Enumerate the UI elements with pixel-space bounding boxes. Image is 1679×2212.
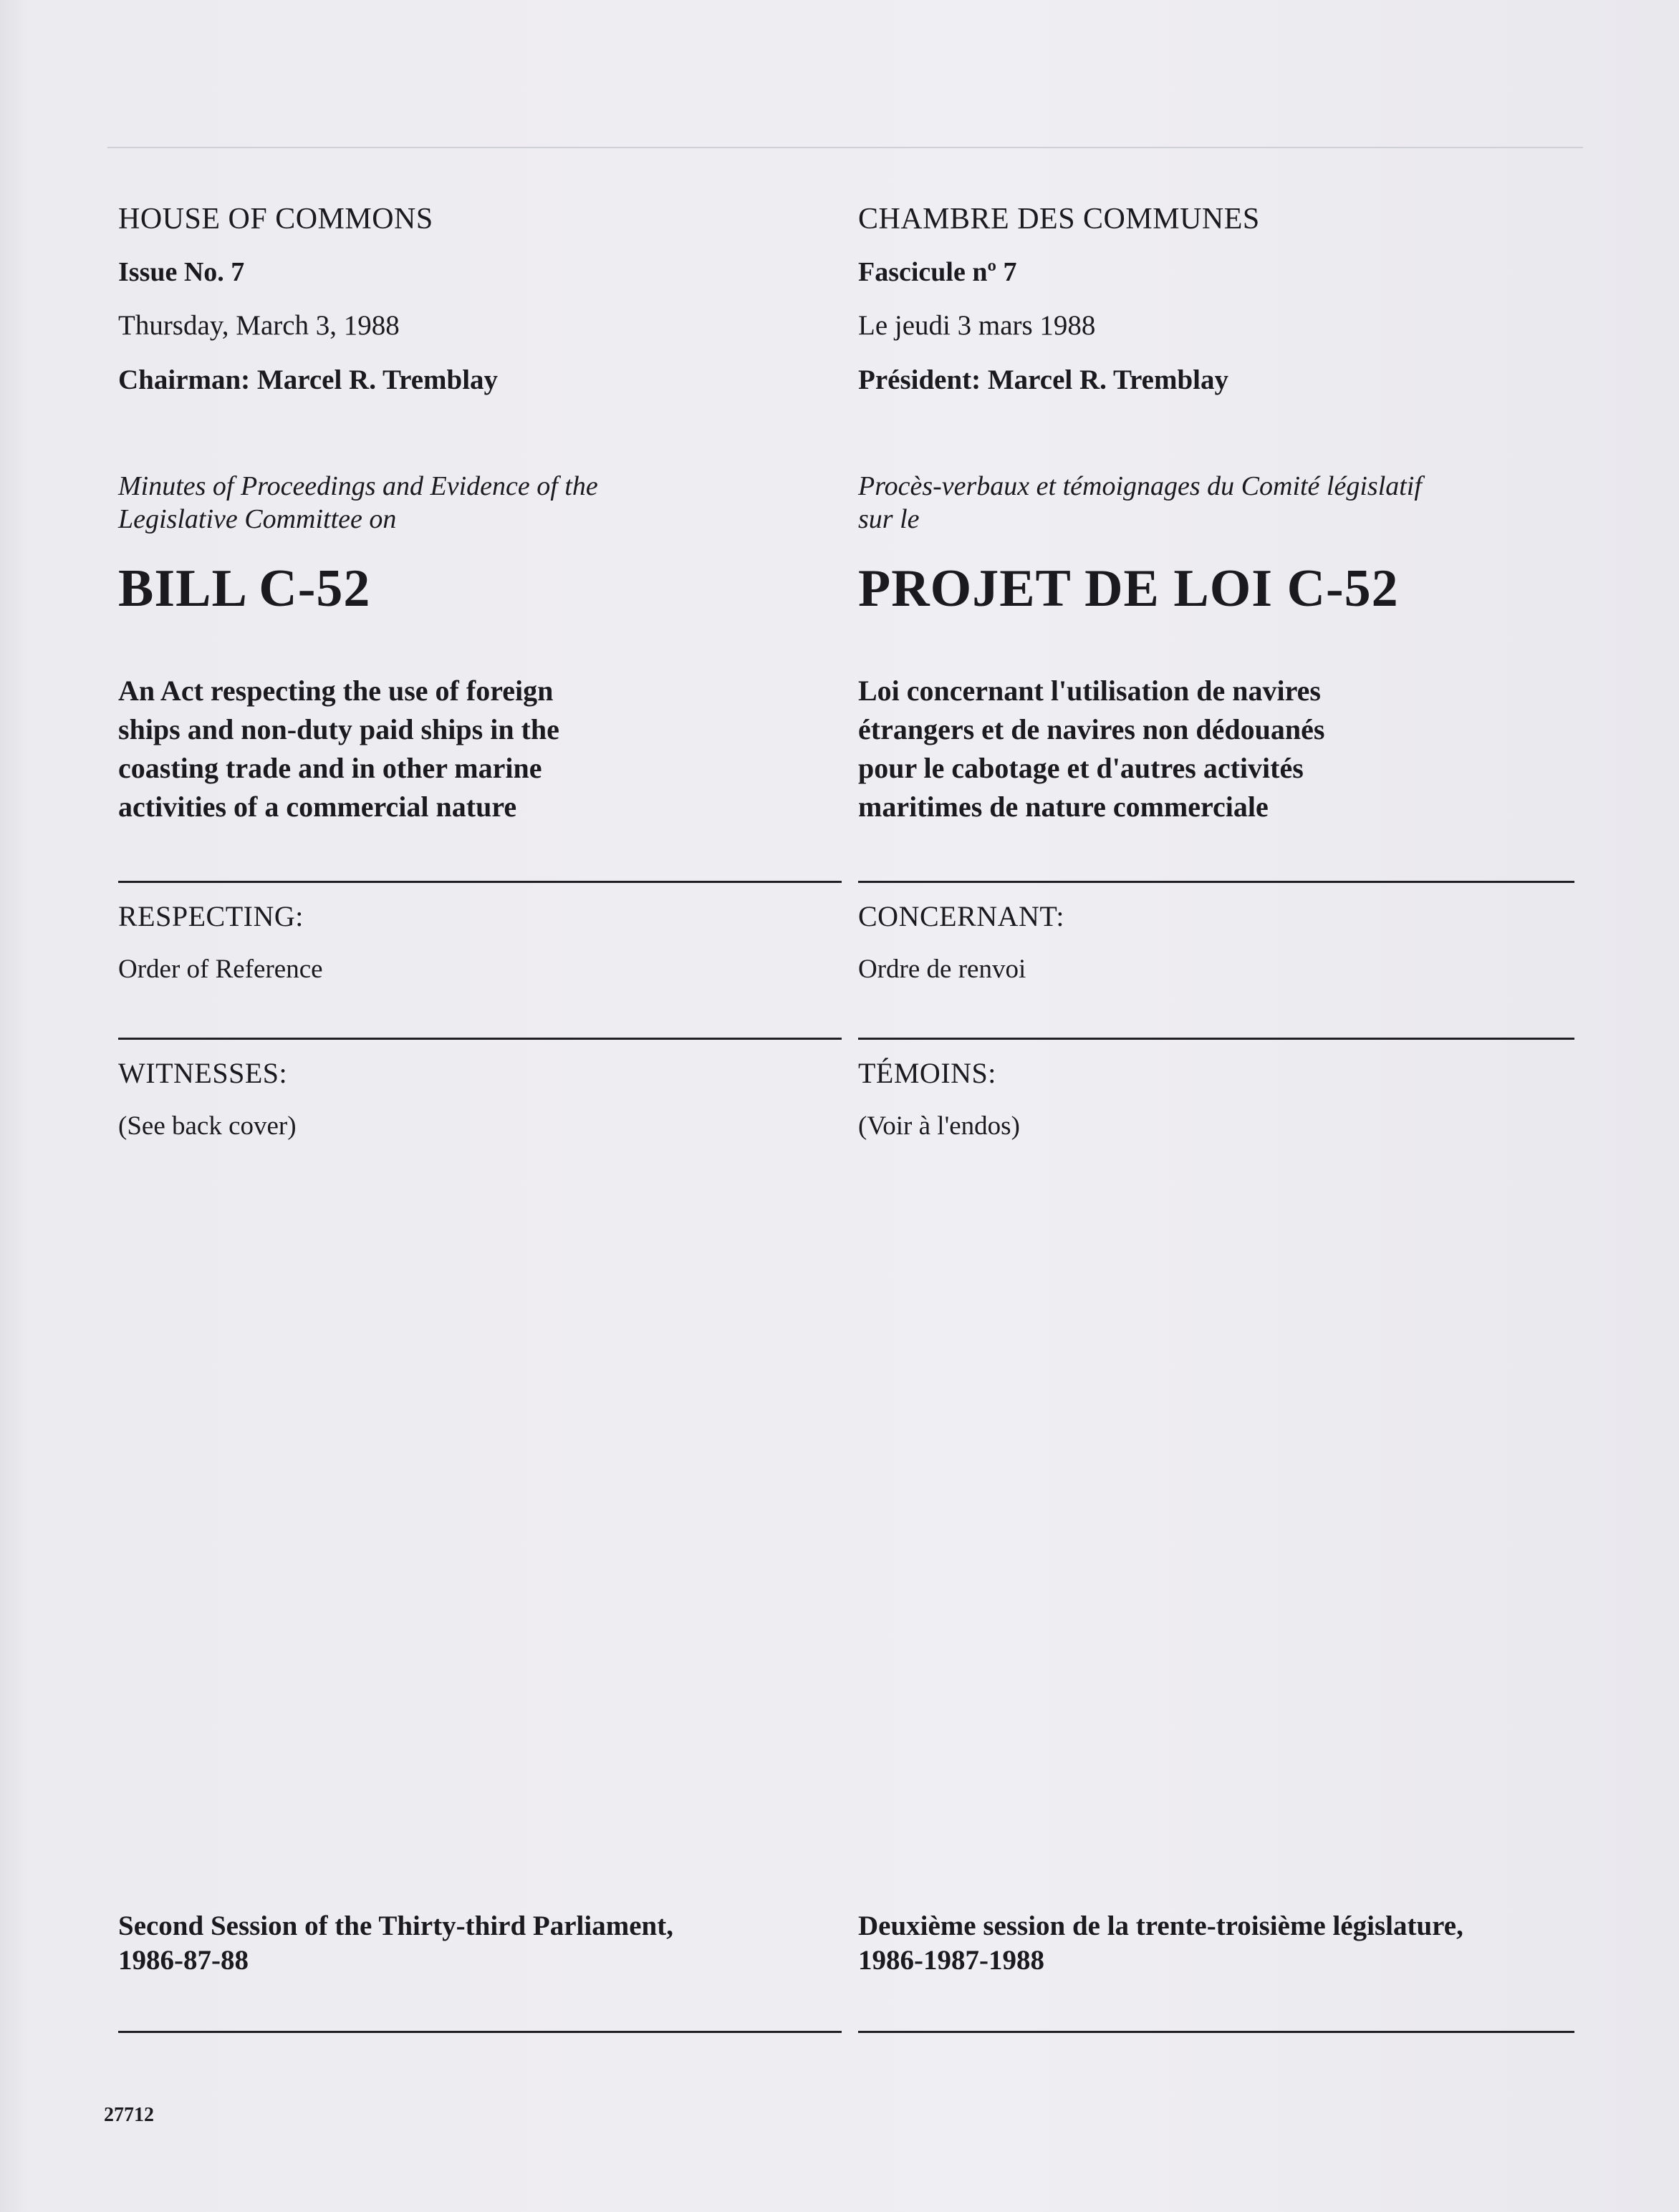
- witnesses-value: (Voir à l'endos): [858, 1111, 1020, 1141]
- session-line: 1986-1987-1988: [858, 1945, 1044, 1976]
- minutes-line: sur le: [858, 504, 920, 534]
- chairman: Chairman: Marcel R. Tremblay: [118, 364, 499, 395]
- bill-title: PROJET DE LOI C-52: [858, 559, 1399, 618]
- description-line: An Act respecting the use of foreign: [118, 675, 554, 707]
- bill-description: [118, 672, 834, 826]
- bill-title: BILL C-52: [118, 559, 371, 618]
- witnesses-value: (See back cover): [118, 1111, 297, 1141]
- description-line: étrangers et de navires non dédouanés: [858, 713, 1325, 745]
- catalogue-number: 27712: [104, 2104, 154, 2126]
- session-info: [858, 1909, 1574, 1978]
- bill-description: [858, 672, 1574, 826]
- minutes-line: Minutes of Proceedings and Evidence of the: [118, 471, 598, 501]
- session-info: [118, 1909, 834, 1978]
- divider: [118, 1038, 842, 1040]
- description-line: pour le cabotage et d'autres activités: [858, 752, 1304, 784]
- divider: [118, 881, 842, 883]
- session-line: 1986-87-88: [118, 1945, 249, 1976]
- session-line: Deuxième session de la trente-troisième législature,: [858, 1911, 1463, 1941]
- divider: [858, 1038, 1574, 1040]
- french-column: [858, 0, 1574, 2212]
- issue-date: Thursday, March 3, 1988: [118, 310, 400, 341]
- description-line: ships and non-duty paid ships in the: [118, 713, 559, 745]
- session-line: Second Session of the Thirty-third Parliament,: [118, 1911, 673, 1941]
- witnesses-label: TÉMOINS:: [858, 1057, 996, 1089]
- respecting-value: Ordre de renvoi: [858, 955, 1026, 984]
- respecting-label: RESPECTING:: [118, 900, 304, 932]
- minutes-line: Legislative Committee on: [118, 504, 397, 534]
- divider: [858, 881, 1574, 883]
- description-line: Loi concernant l'utilisation de navires: [858, 675, 1321, 707]
- issue-date: Le jeudi 3 mars 1988: [858, 310, 1096, 341]
- house-title: CHAMBRE DES COMMUNES: [858, 203, 1260, 236]
- issue-number: Issue No. 7: [118, 257, 245, 287]
- divider: [118, 2031, 842, 2033]
- divider: [858, 2031, 1574, 2033]
- chairman: Président: Marcel R. Tremblay: [858, 364, 1228, 395]
- witnesses-label: WITNESSES:: [118, 1057, 288, 1089]
- house-title: HOUSE OF COMMONS: [118, 203, 433, 236]
- respecting-value: Order of Reference: [118, 955, 323, 984]
- description-line: coasting trade and in other marine: [118, 752, 542, 784]
- minutes-caption: [858, 470, 1574, 536]
- issue-number: Fascicule nº 7: [858, 257, 1017, 287]
- minutes-line: Procès-verbaux et témoignages du Comité législatif: [858, 471, 1422, 501]
- english-column: [118, 0, 842, 2212]
- description-line: maritimes de nature commerciale: [858, 791, 1269, 823]
- description-line: activities of a commercial nature: [118, 791, 517, 823]
- minutes-caption: [118, 470, 834, 536]
- respecting-label: CONCERNANT:: [858, 900, 1064, 932]
